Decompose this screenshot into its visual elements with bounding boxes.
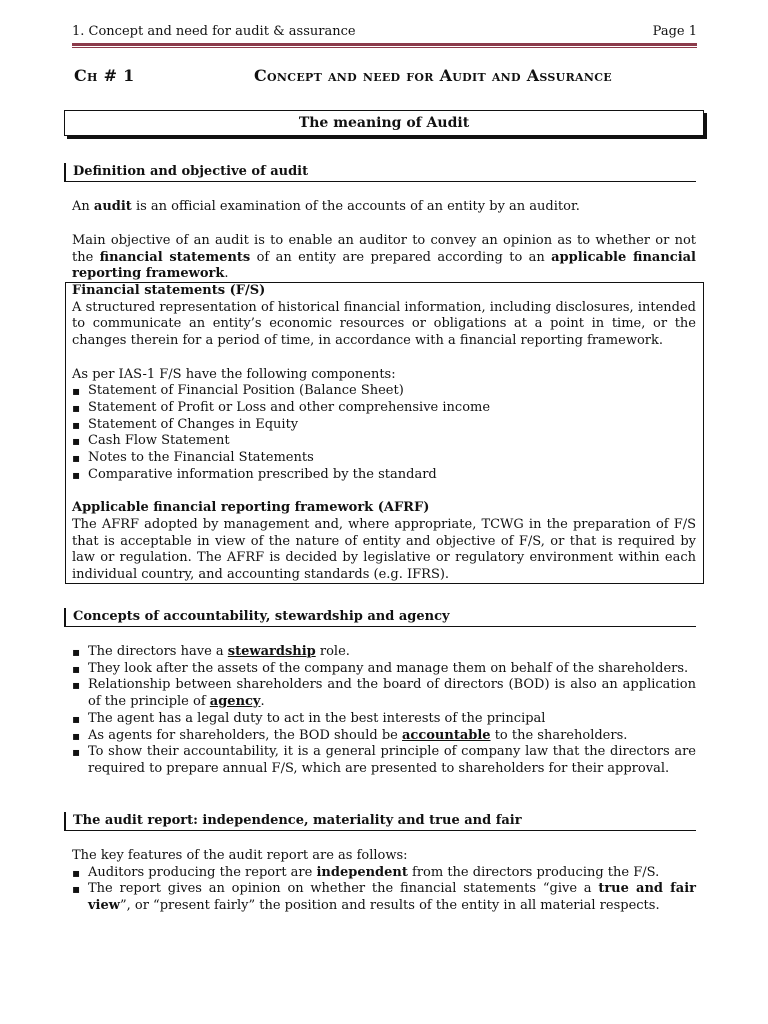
header-rule <box>72 43 697 46</box>
audit-report-content <box>72 848 696 915</box>
list-item: ▪ Cash Flow Statement <box>72 433 696 450</box>
text: of an entity are prepared according to an <box>250 249 552 265</box>
fs-content <box>72 283 696 584</box>
list-item: ▪ Statement of Financial Position (Balance Sheet) <box>72 383 696 400</box>
term-afrf: applicable financial reporting framework <box>72 249 696 282</box>
meaning-of-audit-box: The meaning of Audit <box>64 110 704 136</box>
section-heading-definition: Definition and objective of audit <box>64 163 696 182</box>
list-item <box>72 865 696 882</box>
term-accountable: accountable <box>402 727 491 743</box>
list-item <box>72 728 696 745</box>
text: Main objective of an audit is to enable an auditor to convey an opinion as to whether or not the <box>72 233 696 265</box>
fs-heading: Financial statements (F/S) <box>72 283 266 298</box>
term-audit: audit <box>93 199 132 214</box>
list-item: ▪ Comparative information prescribed by the standard <box>72 467 696 484</box>
text: from the directors producing the F/S. <box>407 864 660 880</box>
fs-definition: A structured representation of historical financial information, including disclosures, intended to communicate an entity’s economic resources or obligations at a point in time, or the changes therein for a period of time, in accordance with a financial reporting framework. <box>72 299 696 349</box>
audit-definition <box>72 199 696 216</box>
list-item <box>72 644 696 661</box>
section-heading-stewardship: Concepts of accountability, stewardship and agency <box>64 608 696 627</box>
list-item: ▪ To show their accountability, it is a general principle of company law that the directors are required to prepare annual F/S, which are presented to shareholders for their approval. <box>72 744 696 777</box>
term-financial-statements: financial statements <box>99 249 251 265</box>
chapter-number: Ch # 1 <box>74 66 135 85</box>
fs-components-list <box>72 383 696 483</box>
list-item: ▪ Statement of Changes in Equity <box>72 417 696 434</box>
stewardship-list <box>72 644 696 778</box>
report-intro: The key features of the audit report are as follows: <box>72 848 408 863</box>
header-rule-thin <box>72 47 697 48</box>
text: As agents for shareholders, the BOD should be <box>88 727 402 743</box>
list-item: ▪ Statement of Profit or Loss and other comprehensive income <box>72 400 696 417</box>
text: ”, or “present fairly” the position and results of the entity in all material respects. <box>119 898 660 914</box>
ias-intro: As per IAS-1 F/S have the following components: <box>72 366 396 382</box>
text: . <box>260 694 265 710</box>
header-title: 1. Concept and need for audit & assurance <box>72 24 356 39</box>
term-agency: agency <box>209 694 261 710</box>
term-true-and-fair: true and fair view <box>88 881 696 914</box>
afrf-heading: Applicable financial reporting framework (AFRF) <box>72 500 430 516</box>
term-stewardship: stewardship <box>227 644 316 659</box>
chapter-title: Concept and need for Audit and Assurance <box>254 66 612 85</box>
text: role. <box>315 644 350 659</box>
list-item: ▪ They look after the assets of the company and manage them on behalf of the shareholders. <box>72 661 696 678</box>
text: An <box>72 199 94 214</box>
list-item: ▪ Notes to the Financial Statements <box>72 450 696 467</box>
text: is an official examination of the accounts of an entity by an auditor. <box>131 199 580 214</box>
audit-objective <box>72 233 696 283</box>
text: Auditors producing the report are <box>88 864 317 880</box>
text: Relationship between shareholders and the board of directors (BOD) is also an application of the principle of <box>88 677 696 710</box>
term-independent: independent <box>316 864 408 880</box>
list-item: ▪ The agent has a legal duty to act in the best interests of the principal <box>72 711 696 728</box>
text: The report gives an opinion on whether the financial statements “give a <box>88 881 599 897</box>
list-item <box>72 677 696 710</box>
section-heading-audit-report: The audit report: independence, materiality and true and fair <box>64 812 696 831</box>
page-number: Page 1 <box>652 24 697 39</box>
running-header <box>72 24 697 42</box>
text: . <box>224 266 229 282</box>
stewardship-content <box>72 644 696 778</box>
report-features-list <box>72 865 696 915</box>
text: The directors have a <box>88 644 228 659</box>
list-item <box>72 881 696 914</box>
text: to the shareholders. <box>490 727 628 743</box>
afrf-definition: The AFRF adopted by management and, where appropriate, TCWG in the preparation of F/S that is acceptable in view of the nature of entity and objective of F/S, or that is required by law or regulation. The AFRF is decided by legislative or regulatory environment within each individual country, and accounting standards (e.g. IFRS). <box>72 516 696 582</box>
